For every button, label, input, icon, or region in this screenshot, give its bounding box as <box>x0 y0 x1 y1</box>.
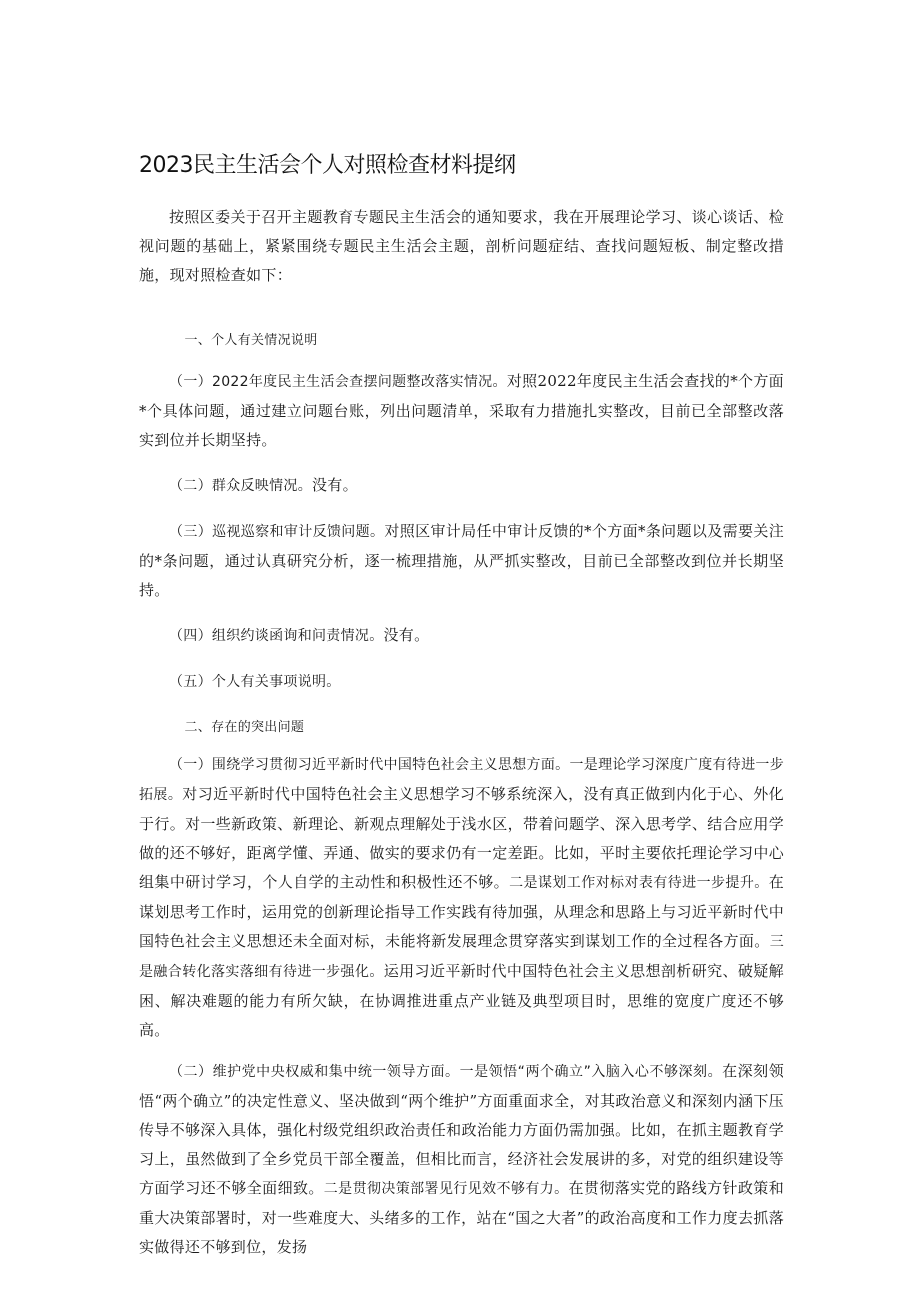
item-2-lead: （二）群众反映情况。 <box>169 478 312 494</box>
s2-item-1-text-1: 对习近平新时代中国特色社会主义思想学习不够系统深入，没有真正做到内化于心、外化于行。对一些新政策、新理论、新观点理解处于浅水区，带着问题学、深入思考学、结合应用学做的还不够好，距离学懂、弄通、做实的要求仍有一定差距。比如，平时主要依托理论学习中心组集中研讨学习，个人自学的主动性和积极性还不够。 <box>139 785 784 891</box>
s2-item-1-lead: （一）围绕学习贯彻习近平新时代中国特色社会主义思想方面。 <box>169 757 570 773</box>
s2-item-1-text-2: 在谋划思考工作时，运用党的创新理论指导工作实践有待加强，从理念和思路上与习近平新时代中国特色社会主义思想还未全面对标，未能将新发展理念贯穿落实到谋划工作的全过程各方面。 <box>139 873 784 950</box>
section-2-item-1 <box>139 750 784 1045</box>
item-3-text: 对照区审计局任中审计反馈的*个方面*条问题以及需要关注的*条问题，通过认真研究分析，逐一梳理措施，从严抓实整改，目前已全部整改到位并长期坚持。 <box>139 522 784 599</box>
item-1-text: 对照2022年度民主生活会查找的*个方面*个具体问题，通过建立问题台账，列出问题清单，采取有力措施扎实整改，目前已全部整改落实到位并长期坚持。 <box>139 372 784 449</box>
section-2-item-2 <box>139 1057 784 1262</box>
section-1-item-4 <box>139 621 784 651</box>
item-2-text: 没有。 <box>312 476 358 494</box>
s2-item-2-text-1: 在深刻领悟“两个确立”的决定性意义、坚决做到“两个维护”方面重面求全，对其政治意义和深刻内涵下压传导不够深入具体，强化村级党组织政治责任和政治能力方面仍需加强。比如，在抓主题教育学习上，虽然做到了全乡党员干部全覆盖，但相比而言，经济社会发展讲的多，对党的组织建设等方面学习还不够全面细致。 <box>139 1062 784 1197</box>
section-2-heading: 二、存在的突出问题 <box>184 720 305 735</box>
s2-item-2-lead: （二）维护党中央权威和集中统一领导方面。 <box>169 1064 460 1080</box>
document-title: 2023民主生活会个人对照检查材料提纲 <box>139 153 516 178</box>
item-1-lead: （一）2022年度民主生活会查摆问题整改落实情况。 <box>169 374 507 390</box>
item-4-text: 没有。 <box>383 626 430 644</box>
section-1-item-3 <box>139 517 784 605</box>
s2-item-1-point-1: 一是理论学习深度广度有待进一步拓展。 <box>139 757 784 803</box>
document-body <box>139 203 784 1262</box>
s2-item-1-point-2: 二是谋划工作对标对表有待进一步提升。 <box>509 875 769 891</box>
item-3-lead: （三）巡视巡察和审计反馈问题。 <box>169 524 385 540</box>
section-1-heading: 一、个人有关情况说明 <box>184 333 318 348</box>
section-1-item-1 <box>139 367 784 455</box>
s2-item-2-text-2: 在贯彻落实党的路线方针政策和重大决策部署时，对一些难度大、头绪多的工作，站在“国之大者”的政治高度和工作力度去抓落实做得还不够到位，发扬 <box>139 1179 784 1256</box>
s2-item-1-point-3: 三是融合转化落实落细有待进一步强化。 <box>139 934 784 980</box>
item-4-lead: （四）组织约谈函询和问责情况。 <box>169 628 384 644</box>
s2-item-2-point-1: 一是领悟“两个确立”入脑入心不够深刻。 <box>459 1064 723 1080</box>
section-1-item-2 <box>139 471 784 501</box>
section-1-item-5 <box>139 667 784 697</box>
item-5-lead: （五）个人有关事项说明。 <box>169 674 341 690</box>
s2-item-2-point-2: 二是贯彻决策部署见行见效不够有力。 <box>323 1181 569 1197</box>
s2-item-1-text-3: 运用习近平新时代中国特色社会主义思想剖析研究、破疑解困、解决难题的能力有所欠缺，在协调推进重点产业链及典型项目时，思维的宽度广度还不够高。 <box>139 962 784 1039</box>
intro-paragraph: 按照区委关于召开主题教育专题民主生活会的通知要求，我在开展理论学习、谈心谈话、检视问题的基础上，紧紧围绕专题民主生活会主题，剖析问题症结、查找问题短板、制定整改措施，现对照检查如下： <box>139 208 784 284</box>
